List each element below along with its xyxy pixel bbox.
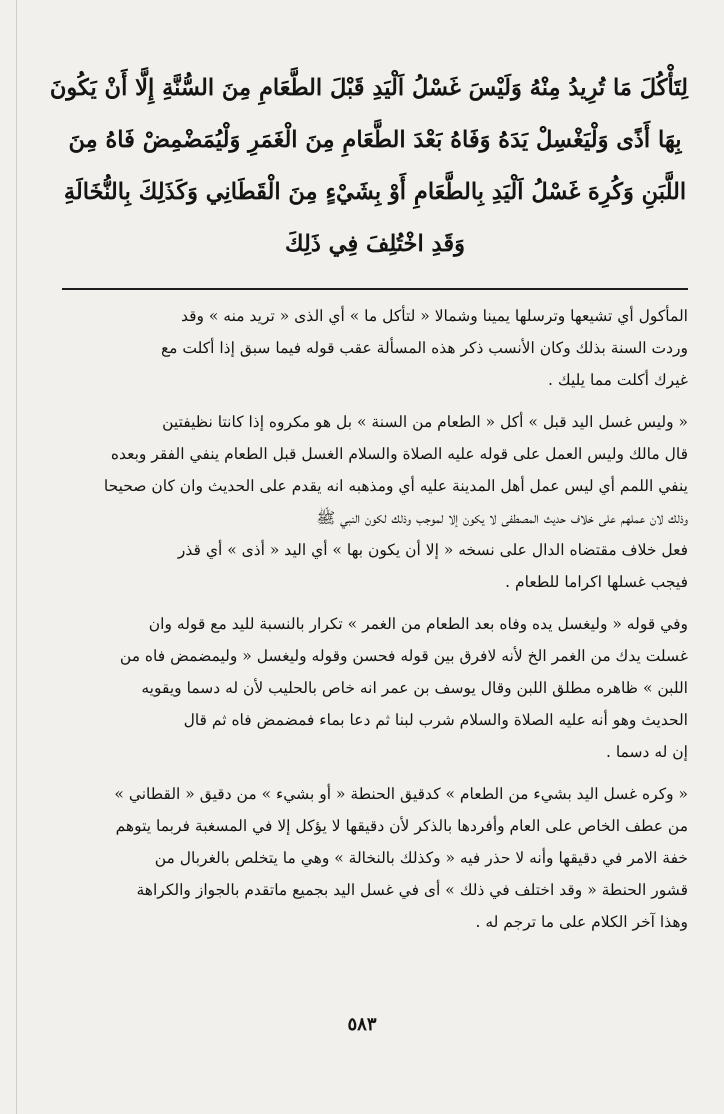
- main-text-line: وَقَدِ اخْتُلِفَ فِي ذَلِكَ: [285, 231, 465, 257]
- commentary-line: خفة الامر في دقيقها وأنه لا حذر فيه « وكذلك بالنخالة » وهي ما يتخلص بالغربال من: [154, 849, 688, 867]
- commentary-line: وذلك لان عملهم على خلاف حديث المصطفى لا يكون إلا لموجب وذلك لكون النبي ﷺ: [316, 509, 688, 527]
- commentary: [62, 300, 688, 938]
- commentary-line: غيرك أكلت مما يليك .: [548, 371, 688, 389]
- commentary-line: وفي قوله « وليغسل يده وفاه بعد الطعام من الغمر » تكرار بالنسبة لليد مع قوله وان: [148, 615, 688, 633]
- commentary-paragraph: [62, 406, 688, 598]
- commentary-line: قشور الحنطة « وقد اختلف في ذلك » أى في غسل اليد بجميع ماتقدم بالجواز والكراهة: [136, 881, 688, 899]
- commentary-line: وهذا آخر الكلام على ما ترجم له .: [475, 913, 688, 931]
- commentary-line: وردت السنة بذلك وكان الأنسب ذكر هذه المسألة عقب قوله فيما سبق إذا أكلت مع: [160, 339, 688, 357]
- commentary-line: فيجب غسلها اكراما للطعام .: [505, 573, 688, 591]
- commentary-line: الحديث وهو أنه عليه الصلاة والسلام شرب لبنا ثم دعا بماء فمضمض فاه ثم قال: [183, 711, 688, 729]
- commentary-line: من عطف الخاص على العام وأفردها بالذكر لأن دقيقها لا يؤكل إلا في المسغبة فربما يتوهم: [115, 817, 688, 835]
- commentary-line: ينفي اللمم أي ليس عمل أهل المدينة عليه أي ومذهبه انه يقدم على الحديث وان كان صحيحا: [103, 477, 688, 495]
- main-text-line: لِتَأْكُلَ مَا تُرِيدُ مِنْهُ وَلَيْسَ غَسْلُ اَلْيَدِ قَبْلَ الطَّعَامِ مِنَ السُّنَّةِ إِلَّا أَنْ يَكُونَ: [49, 75, 688, 101]
- main-text-line: اللَّبَنِ وَكُرِهَ غَسْلُ اَلْيَدِ بِالطَّعَامِ أَوْ بِشَيْءٍ مِنَ الْقَطَانِي وَكَذَلِكَ بِالنُّخَالَةِ: [63, 179, 687, 205]
- commentary-line: المأكول أي تشيعها وترسلها يمينا وشمالا « لتأكل ما » أي الذى « تريد منه » وقد: [180, 307, 688, 325]
- commentary-line: غسلت يدك من الغمر الخ لأنه لافرق بين قوله فحسن وقوله وليغسل « وليمضمض فاه من: [119, 647, 688, 665]
- commentary-paragraph: [62, 778, 688, 938]
- commentary-line: قال مالك وليس العمل على قوله عليه الصلاة والسلام الغسل قبل الطعام ينفي الفقر وبعده: [110, 445, 688, 463]
- commentary-paragraph: [62, 608, 688, 768]
- page-number: ٥٨٣: [347, 1014, 377, 1035]
- commentary-line: « وليس غسل اليد قبل » أكل « الطعام من السنة » بل هو مكروه إذا كانتا نظيفتين: [162, 413, 688, 431]
- commentary-line: « وكره غسل اليد بشيء من الطعام » كدقيق الحنطة « أو بشيء » من دقيق « القطاني »: [114, 785, 688, 803]
- commentary-paragraph: [62, 300, 688, 396]
- commentary-line: اللبن » ظاهره مطلق اللبن وقال يوسف بن عمر انه خاص بالحليب لأن له دسما ويقويه: [141, 679, 688, 697]
- commentary-line: فعل خلاف مقتضاه الدال على نسخه « إلا أن يكون بها » أي اليد « أذى » أي قذر: [177, 541, 688, 559]
- separator-rule: [62, 288, 688, 290]
- main-text-line: بِهَا أَذًى وَلْيَغْسِلْ يَدَهُ وَفَاهُ بَعْدَ الطَّعَامِ مِنَ الْغَمَرِ وَلْيُمَضْمِضْ فَاهُ مِنَ: [68, 127, 682, 153]
- main-text: [49, 62, 688, 270]
- commentary-line: إن له دسما .: [605, 743, 688, 761]
